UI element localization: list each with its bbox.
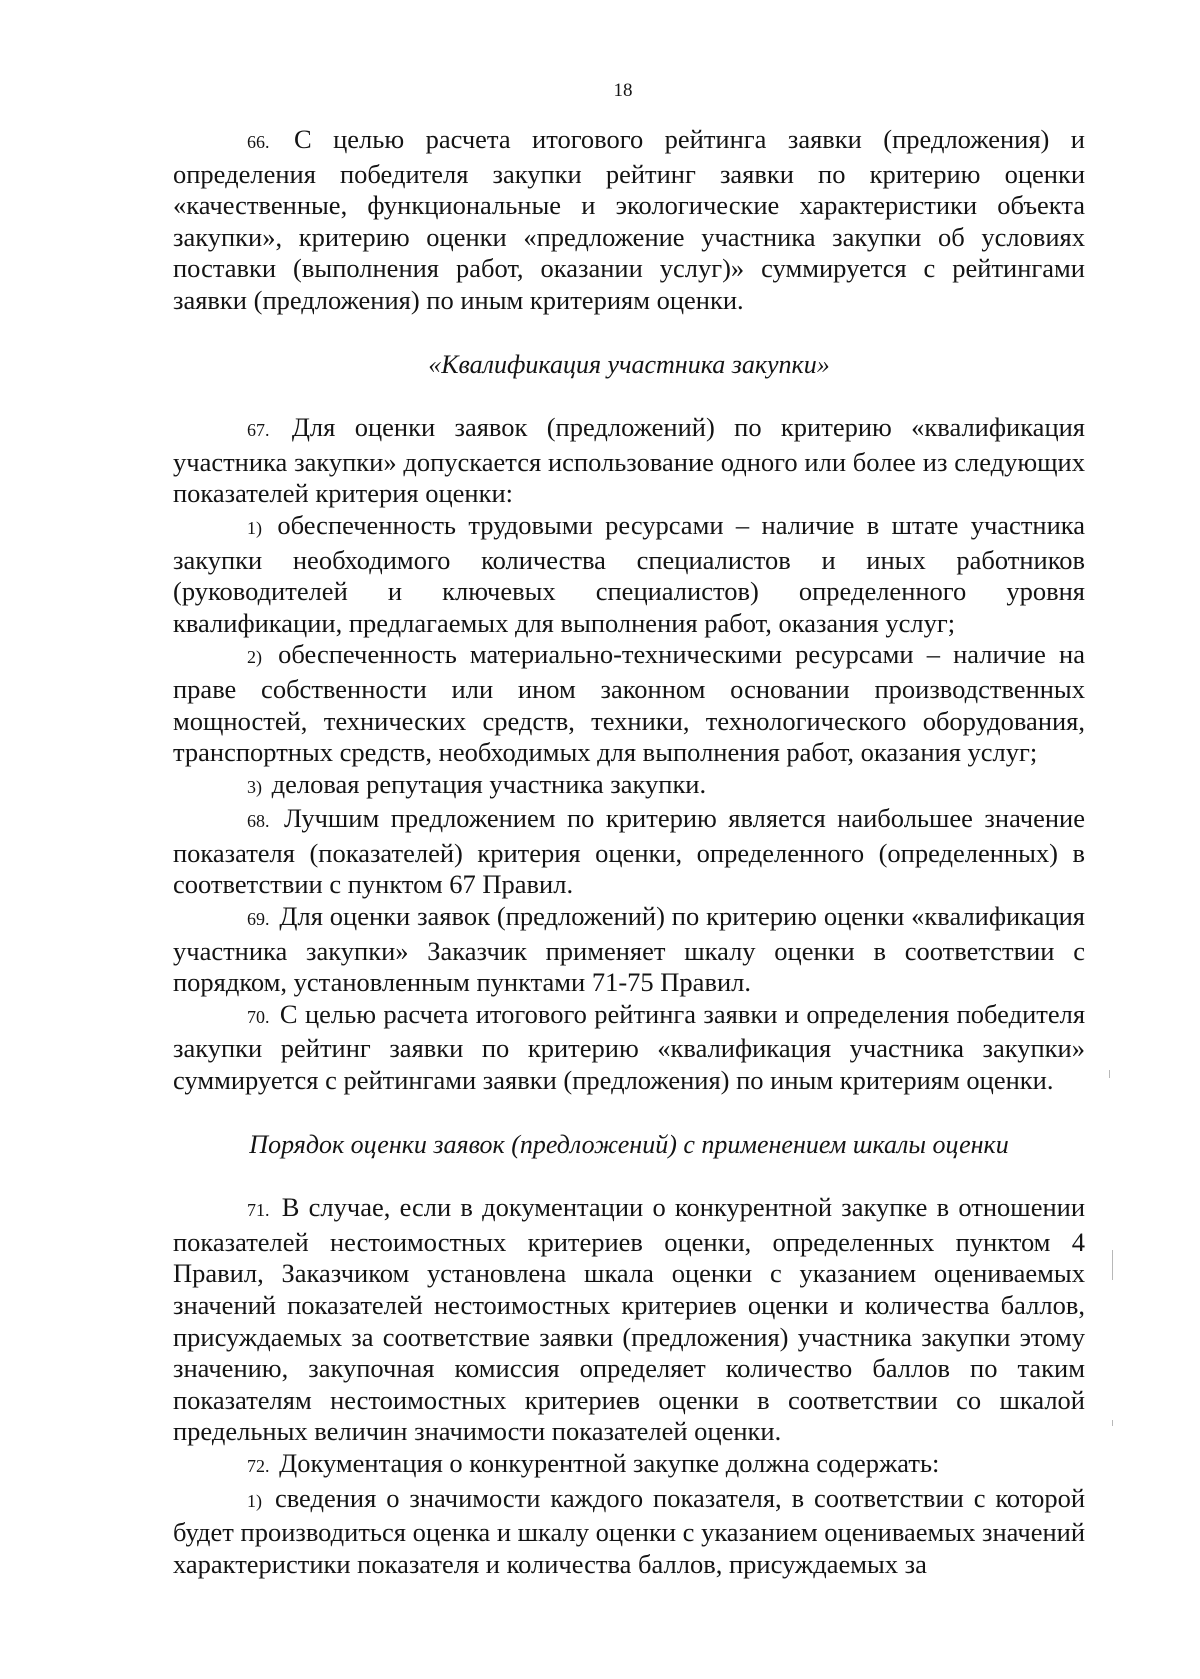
paragraph-text: деловая репутация участника закупки.: [271, 768, 707, 799]
page-number: 18: [613, 80, 633, 101]
section-heading: «Квалификация участника закупки»: [428, 349, 830, 379]
paragraph: [173, 769, 1085, 804]
section-heading: Порядок оценки заявок (предложений) с применением шкалы оценки: [249, 1129, 1009, 1159]
paragraph-text: Для оценки заявок (предложений) по критерию «квалификация участника закупки» допускается использование одного или более из следующих показателей критерия оценки:: [173, 412, 1085, 509]
item-number: 1): [247, 517, 262, 538]
item-number: 3): [247, 776, 262, 797]
section-spacer: [173, 1160, 1085, 1192]
paragraph: [173, 510, 1085, 639]
scan-artifact: [1112, 1250, 1113, 1280]
paragraph-text: обеспеченность материально-техническими ресурсами – наличие на праве собственности или ином законном основании производственных мощностей, технических средств, техники, технологического оборудования, транспортных средств, необходимых для выполнения работ, оказания услуг;: [173, 639, 1086, 768]
paragraph: [173, 1192, 1085, 1448]
item-number: 68.: [247, 811, 270, 832]
item-number: 69.: [247, 909, 270, 930]
item-number: 71.: [247, 1200, 270, 1221]
paragraph-text: обеспеченность трудовыми ресурсами – наличие в штате участника закупки необходимого количества специалистов и иных работников (руководителей и ключевых специалистов) определенного уровня квалификации, предлагаемых для выполнения работ, оказания услуг;: [173, 509, 1085, 638]
item-number: 2): [247, 647, 262, 668]
paragraph-text: Лучшим предложением по критерию является наибольшее значение показателя (показателей) критерия оценки, определенного (определенных) в соответствии с пунктом 67 Правил.: [173, 803, 1085, 900]
section-spacer: [173, 317, 1085, 349]
paragraph-text: В случае, если в документации о конкурентной закупке в отношении показателей нестоимостных критериев оценки, определенных пунктом 4 Правил, Заказчиком установлена шкала оценки с указанием оцениваемых значений показателей нестоимостных критериев оценки и количества баллов, присуждаемых за соответствие заявки (предложения) участника закупки этому значению, закупочная комиссия определяет количество баллов по таким показателям нестоимостных критериев оценки в соответствии со шкалой предельных величин значимости показателей оценки.: [173, 1192, 1086, 1447]
paragraph: [173, 1483, 1085, 1581]
item-number: 66.: [247, 132, 270, 152]
item-number: 1): [247, 1490, 262, 1511]
paragraph: [173, 124, 1085, 317]
paragraph: [173, 999, 1085, 1097]
document-body: [173, 124, 1085, 1580]
item-number: 70.: [247, 1006, 270, 1027]
paragraph: [173, 803, 1085, 901]
item-number: 72.: [247, 1455, 270, 1476]
paragraph-text: Для оценки заявок (предложений) по критерию оценки «квалификация участника закупки» Заказчик применяет шкалу оценки в соответствии с порядком, установленным пунктами 71-75 Правил.: [173, 901, 1085, 998]
paragraph: [173, 901, 1085, 999]
paragraph: [173, 1448, 1085, 1483]
paragraph-text: сведения о значимости каждого показателя, в соответствии с которой будет производиться оценка и шкалу оценки с указанием оцениваемых значений характеристики показателя и количества баллов, присуждаемых за: [173, 1482, 1085, 1579]
paragraph: [173, 639, 1085, 768]
paragraph-text: С целью расчета итогового рейтинга заявки и определения победителя закупки рейтинг заявки по критерию «квалификация участника закупки» суммируется с рейтингами заявки (предложения) по иным критериям оценки.: [173, 998, 1086, 1096]
scan-artifact: [1112, 1420, 1113, 1426]
paragraph-text: Документация о конкурентной закупке должна содержать:: [279, 1447, 940, 1478]
section-spacer: [173, 1097, 1085, 1129]
item-number: 67.: [247, 420, 270, 441]
section-spacer: [173, 380, 1085, 412]
scan-artifact: [1109, 1070, 1110, 1078]
paragraph-text: С целью расчета итогового рейтинга заявки (предложения) и определения победителя закупки рейтинг заявки по критерию оценки «качественные, функциональные и экологические характеристики объекта закупки», критерию оценки «предложение участника закупки об условиях поставки (выполнения работ, оказании услуг)» суммируется с рейтингами заявки (предложения) по иным критериям оценки.: [173, 124, 1085, 315]
paragraph: [173, 412, 1085, 510]
